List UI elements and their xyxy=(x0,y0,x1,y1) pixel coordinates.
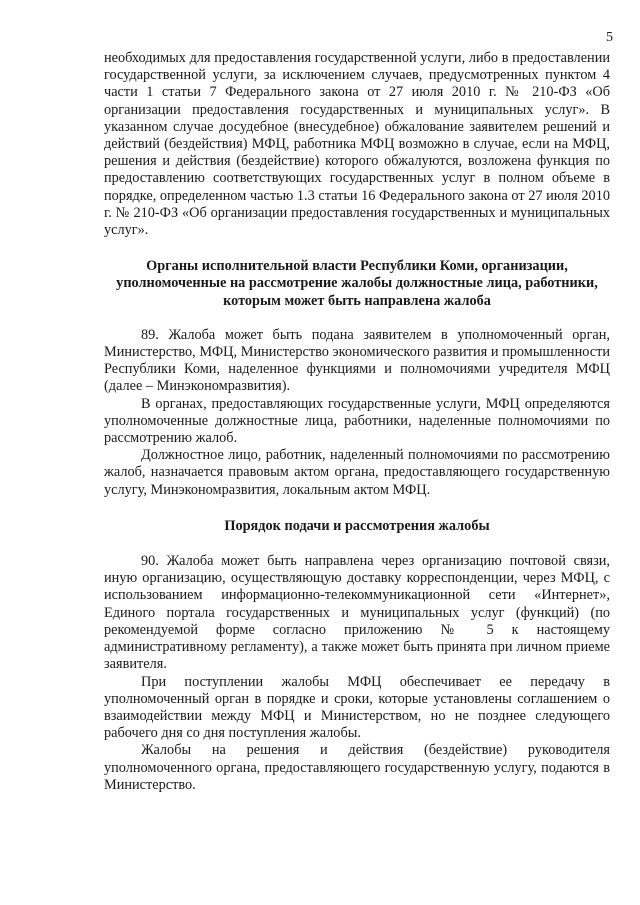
paragraph-appointed-official: Должностное лицо, работник, наделенный полномочиями по рассмотрению жалоб, назначается правовым актом органа, предоставляющего государственную услугу, Минэкономразвития, локальным актом МФЦ. xyxy=(104,447,610,498)
paragraph-continuation: необходимых для предоставления государственной услуги, либо в предоставлении государственной услуги, за исключением случаев, предусмотренных пунктом 4 части 1 статьи 7 Федерального закона от 27 июля 2010 г. № 210-ФЗ «Об организации предоставления государственных и муниципальных услуг». В указанном случае досудебное (внесудебное) обжалование заявителем решений и действий (бездействия) МФЦ, работника МФЦ возможно в случае, если на МФЦ, решения и действия (бездействие) которого обжалуются, возложена функция по предоставлению соответствующих государственных услуг в полном объеме в порядке, определенном частью 1.3 статьи 16 Федерального закона от 27 июля 2010 г. № 210-ФЗ «Об организации предоставления государственных и муниципальных услуг». xyxy=(104,50,610,239)
section-heading-authorities: Органы исполнительной власти Республики Коми, организации, уполномоченные на рассмотрение жалобы должностные лица, работники, которым может быть направлена жалоба xyxy=(116,258,598,309)
section-heading-procedure: Порядок подачи и рассмотрения жалобы xyxy=(224,517,490,534)
paragraph-mfc-transfer: При поступлении жалобы МФЦ обеспечивает ее передачу в уполномоченный орган в порядке и сроки, которые установлены соглашением о взаимодействии между МФЦ и Министерством, но не позднее следующего рабочего дня со дня поступления жалобы. xyxy=(104,673,610,742)
page-number: 5 xyxy=(606,30,613,45)
paragraph-complaints-ministry: Жалобы на решения и действия (бездействие) руководителя уполномоченного органа, предоставляющего государственную услугу, подаются в Министерство. xyxy=(104,742,610,793)
paragraph-90: 90. Жалоба может быть направлена через организацию почтовой связи, иную организацию, осуществляющую доставку корреспонденции, через МФЦ, с использованием информационно-телекоммуникационной сети «Интернет», Единого портала государственных и муниципальных услуг (функций) (по рекомендуемой форме согласно приложению № 5 к настоящему административному регламенту), а также может быть принята при личном приеме заявителя. xyxy=(104,553,610,673)
paragraph-89: 89. Жалоба может быть подана заявителем в уполномоченный орган, Министерство, МФЦ, Министерство экономического развития и промышленности Республики Коми, наделенное функциями и полномочиями учредителя МФЦ (далее – Минэкономразвития). xyxy=(104,326,610,395)
paragraph-authorized-officials: В органах, предоставляющих государственные услуги, МФЦ определяются уполномоченные должностные лица, работники, наделенные полномочиями по рассмотрению жалоб. xyxy=(104,395,610,447)
